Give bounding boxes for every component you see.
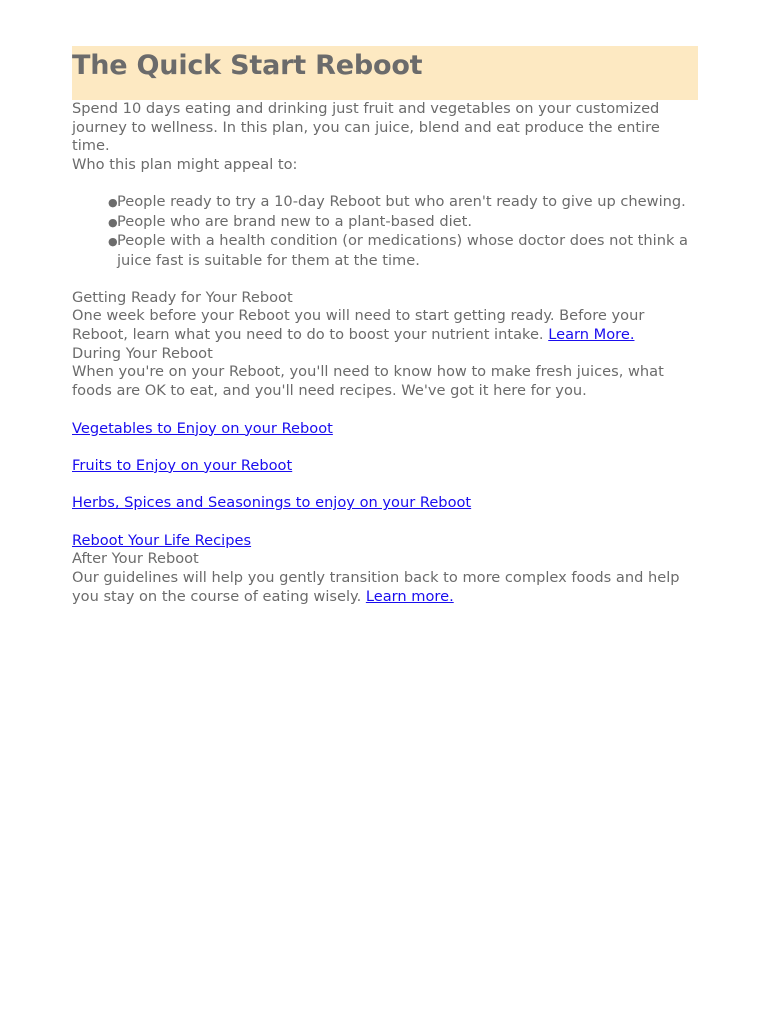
list-item-text: People with a health condition (or medications) whose doctor does not think a juice fast is suitable for them at the time. xyxy=(117,232,688,269)
list-item-text: People ready to try a 10-day Reboot but who aren't ready to give up chewing. xyxy=(117,192,686,210)
during-section xyxy=(72,345,698,401)
getting-ready-learn-more-link[interactable]: Learn More. xyxy=(548,326,635,344)
during-heading: During Your Reboot xyxy=(72,344,213,362)
during-text: When you're on your Reboot, you'll need to know how to make fresh juices, what foods are OK to eat, and you'll need recipes. We've got it here for you. xyxy=(72,363,664,400)
list-item xyxy=(72,193,698,213)
intro-text: Spend 10 days eating and drinking just fruit and vegetables on your customized journey to wellness. In this plan, you can juice, blend and eat produce the entire time. xyxy=(72,100,660,155)
document-page xyxy=(72,46,698,607)
page-title: The Quick Start Reboot xyxy=(72,50,423,81)
getting-ready-section xyxy=(72,289,698,345)
after-learn-more-link[interactable]: Learn more. xyxy=(365,587,454,605)
fruits-link-line xyxy=(72,457,698,476)
after-section xyxy=(72,550,698,606)
list-item xyxy=(72,213,698,233)
bullet-icon: ● xyxy=(108,215,118,229)
bullet-icon: ● xyxy=(108,195,118,209)
title-band xyxy=(72,46,698,100)
appeal-list xyxy=(72,193,698,271)
after-heading: After Your Reboot xyxy=(72,550,199,568)
intro-appeal-text: Who this plan might appeal to: xyxy=(72,156,298,174)
vegetables-link-line xyxy=(72,420,698,439)
getting-ready-heading: Getting Ready for Your Reboot xyxy=(72,288,293,306)
vegetables-link[interactable]: Vegetables to Enjoy on your Reboot xyxy=(72,419,333,437)
herbs-link[interactable]: Herbs, Spices and Seasonings to enjoy on your Reboot xyxy=(72,494,472,512)
recipes-link-line xyxy=(72,532,698,551)
fruits-link[interactable]: Fruits to Enjoy on your Reboot xyxy=(72,456,293,474)
recipes-link[interactable]: Reboot Your Life Recipes xyxy=(72,531,252,549)
intro-paragraph xyxy=(72,100,698,175)
herbs-link-line xyxy=(72,494,698,513)
list-item xyxy=(72,232,698,270)
bullet-icon: ● xyxy=(108,235,118,249)
list-item-text: People who are brand new to a plant-based diet. xyxy=(117,212,472,230)
after-text: Our guidelines will help you gently transition back to more complex foods and help you stay on the course of eating wisely. xyxy=(72,569,680,605)
getting-ready-text: One week before your Reboot you will need to start getting ready. Before your Reboot, learn what you need to do to boost your nutrient intake. xyxy=(72,307,645,344)
